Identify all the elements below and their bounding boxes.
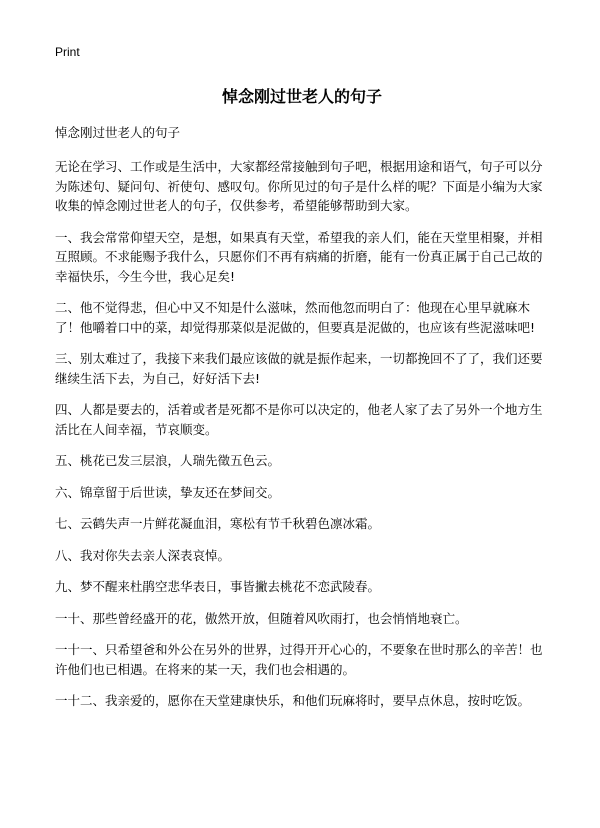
sentence-paragraph: 九、梦不醒来杜鹃空悲华表日，事皆撇去桃花不恋武陵春。 [55, 579, 381, 594]
sentence-paragraph: 三、别太难过了，我接下来我们最应该做的就是振作起来，一切都挽回不了了，我们还要继续生活下去，为自己，好好活下去! [55, 351, 543, 386]
page-title: 悼念刚过世老人的句子 [221, 87, 382, 106]
article-body [55, 157, 549, 711]
sentence-paragraph: 一、我会常常仰望天空，是想，如果真有天堂，希望我的亲人们，能在天堂里相聚，并相互照顾。不求能赐予我什么，只愿你们不再有病痛的折磨，能有一份真正属于自己己故的幸福快乐，今生今世，我心足矣! [55, 229, 543, 284]
intro-paragraph: 无论在学习、工作或是生活中，大家都经常接触到句子吧，根据用途和语气，句子可以分为陈述句、疑问句、祈使句、感叹句。你所见过的句子是什么样的呢？下面是小编为大家收集的悼念刚过世老人的句子，仅供参考，希望能够帮助到大家。 [55, 159, 543, 213]
sentence-paragraph: 二、他不觉得悲，但心中又不知是什么滋味，然而他忽而明白了：他现在心里早就麻木了！他嚼着口中的菜，却觉得那菜似是泥做的，但要真是泥做的，也应该有些泥滋味吧! [55, 300, 536, 335]
sentence-paragraph: 一十一、只希望爸和外公在另外的世界，过得开开心心的，不要象在世时那么的辛苦！也许他们也已相遇。在将来的某一天，我们也会相遇的。 [55, 642, 543, 677]
sentence-paragraph: 六、锦章留于后世读，挚友还在梦间交。 [55, 484, 281, 500]
sentence-paragraph: 一十二、我亲爱的，愿你在天堂建康快乐，和他们玩麻将时，要早点休息，按时吃饭。 [55, 693, 531, 708]
print-link[interactable]: Print [55, 45, 80, 59]
sentence-paragraph: 五、桃花已发三层浪，人瑞先徵五色云。 [55, 453, 281, 468]
sentence-paragraph: 八、我对你失去亲人深表哀悼。 [55, 547, 231, 563]
article-subtitle: 悼念刚过世老人的句子 [55, 125, 181, 140]
sentence-paragraph: 七、云鹤失声一片鲜花凝血泪，寒松有节千秋碧色凛冰霜。 [55, 516, 381, 531]
sentence-paragraph: 一十、那些曾经盛开的花，傲然开放，但随着风吹雨打，也会悄悄地衰亡。 [55, 610, 468, 626]
sentence-paragraph: 四、人都是要去的，活着或者是死都不是你可以决定的，他老人家了去了另外一个地方生活比在人间幸福，节哀顺变。 [55, 402, 543, 437]
